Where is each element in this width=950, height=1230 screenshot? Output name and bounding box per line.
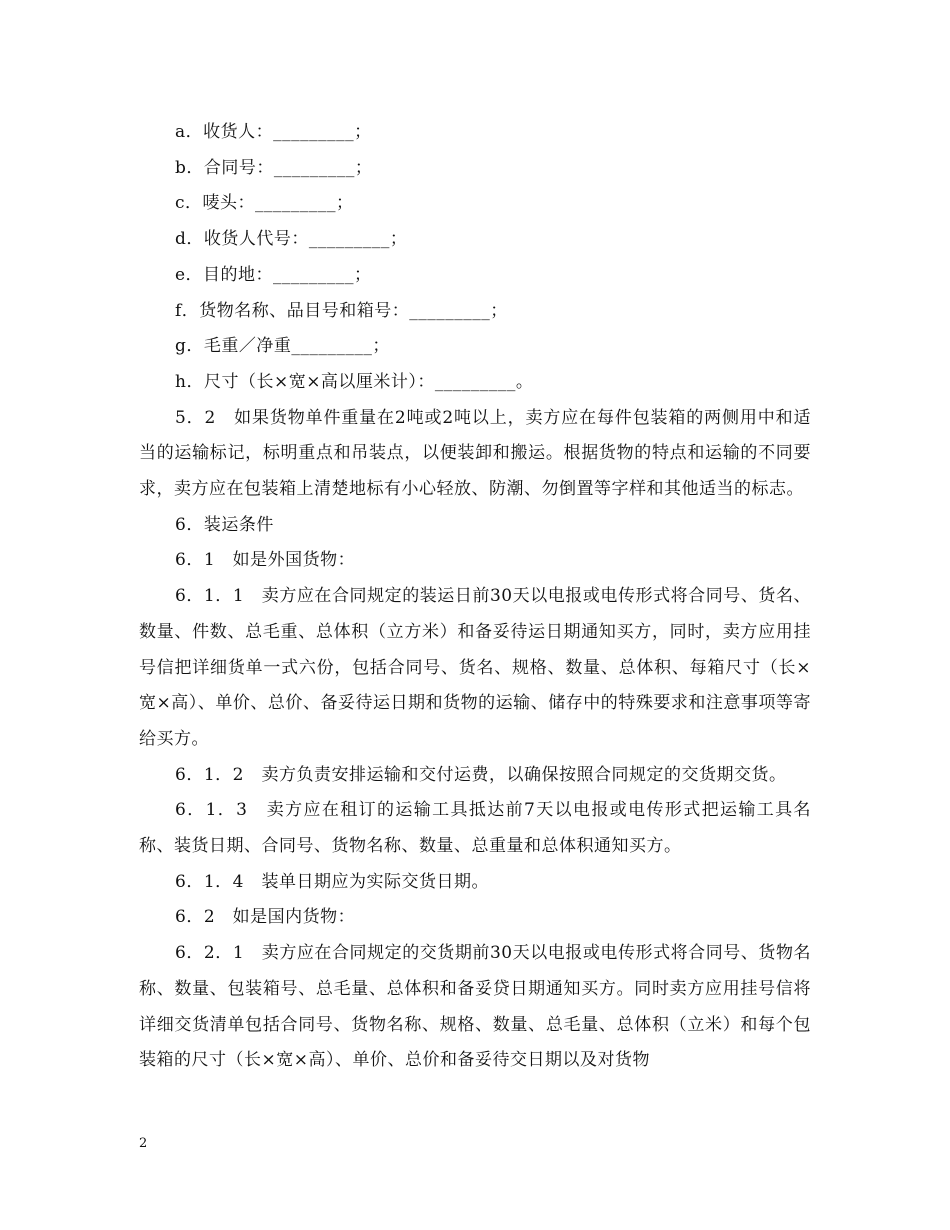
list-item-destination: e．目的地：_________； [175,264,372,285]
section-heading-shipping-terms: 6．装运条件 [175,514,274,535]
clause-6-1: 6．1 如是外国货物： [175,550,356,571]
clause-6-1-3: 6．1．3 卖方应在租订的运输工具抵达前7天以电报或电传形式把运输工具名称、装货日期、合同号、货物名称、数量、总重量和总体积通知买方。 [139,800,811,857]
list-item-consignee-code: d．收货人代号：_________； [175,229,408,250]
clause-5-2: 5．2 如果货物单件重量在2吨或2吨以上，卖方应在每件包装箱的两侧用中和适当的运输标记，标明重点和吊装点，以便装卸和搬运。根据货物的特点和运输的不同要求，卖方应在包装箱上清楚地标有小心轻放、防潮、勿倒置等字样和其他适当的标志。 [139,407,811,500]
list-item-contract-number: b．合同号：_________； [175,157,373,178]
list-item-shipping-mark: c．唛头：_________； [175,193,354,214]
clause-6-1-4: 6．1．4 装单日期应为实际交货日期。 [175,871,489,892]
clause-6-2: 6．2 如是国内货物： [175,907,356,928]
document-body [139,115,811,1079]
list-item-goods-name: f．货物名称、品目号和箱号：_________； [175,300,508,321]
clause-6-1-1: 6．1．1 卖方应在合同规定的装运日前30天以电报或电传形式将合同号、货名、数量、件数、总毛重、总体积（立方米）和备妥待运日期通知买方，同时，卖方应用挂号信把详细货单一式六份，包括合同号、货名、规格、数量、总体积、每箱尺寸（长×宽×高）、单价、总价、备妥待运日期和货物的运输、储存中的特殊要求和注意事项等寄给买方。 [139,586,811,749]
list-item-consignee: a．收货人：_________； [175,122,372,142]
clause-6-1-2: 6．1．2 卖方负责安排运输和交付运费，以确保按照合同规定的交货期交货。 [175,764,787,785]
clause-6-2-1: 6．2．1 卖方应在合同规定的交货期前30天以电报或电传形式将合同号、货物名称、数量、包装箱号、总毛量、总体积和备妥贷日期通知买方。同时卖方应用挂号信将详细交货清单包括合同号、货物名称、规格、数量、总毛量、总体积（立米）和每个包装箱的尺寸（长×宽×高）、单价、总价和备妥待交日期以及对货物 [139,943,811,1071]
list-item-weight: g．毛重／净重_________； [175,336,390,357]
list-item-dimensions: h．尺寸（长×宽×高以厘米计）：_________。 [175,371,534,392]
page-number: 2 [139,1136,148,1151]
